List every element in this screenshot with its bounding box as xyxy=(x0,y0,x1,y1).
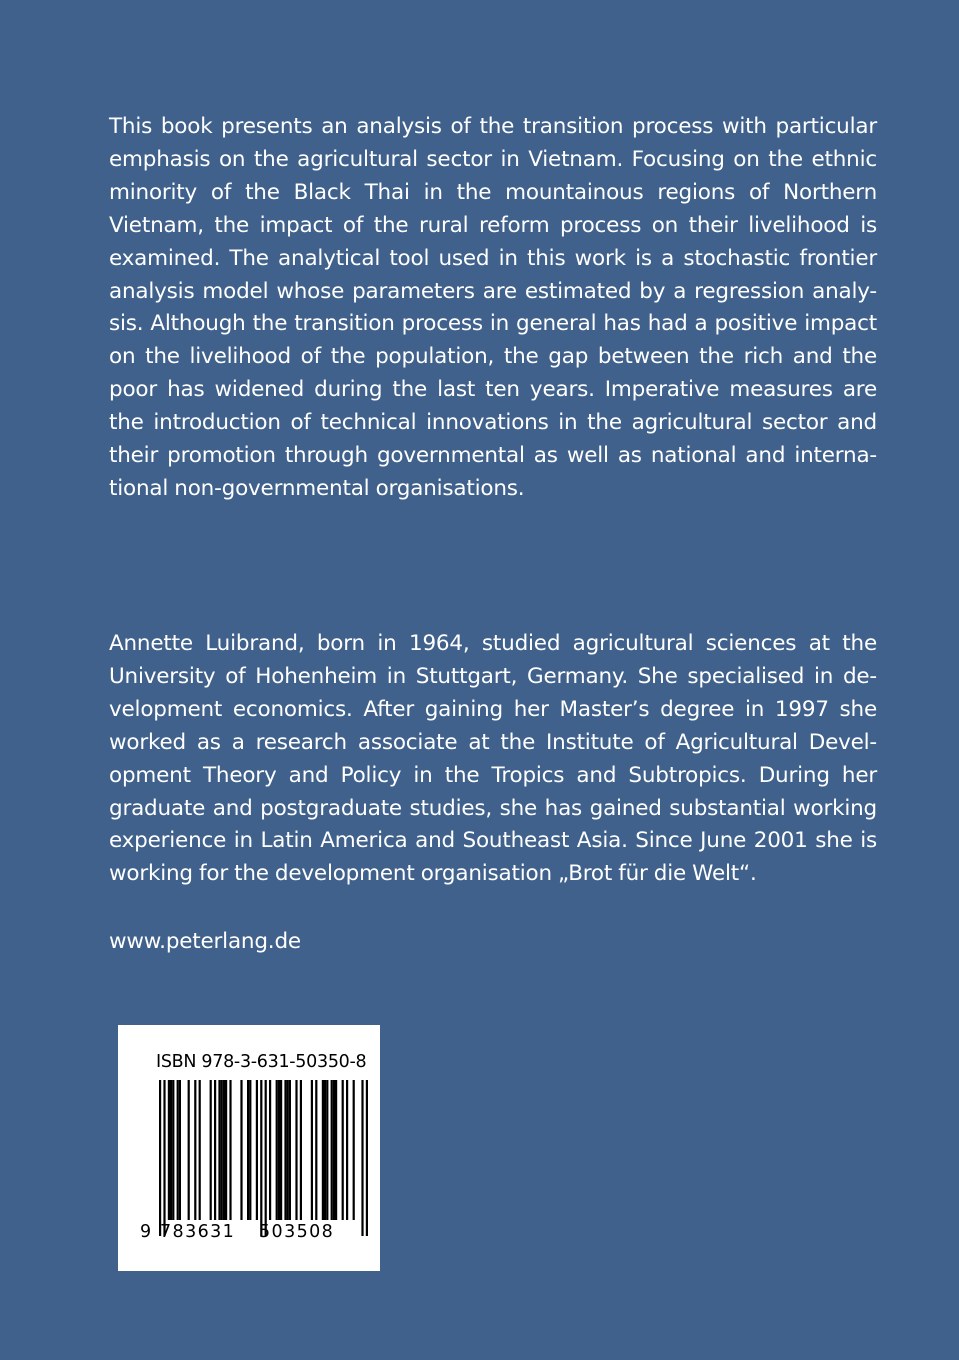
blurb-line: analysis model whose parameters are estimated by a regression analy- xyxy=(109,278,877,304)
barcode-bar xyxy=(249,1080,251,1220)
barcode-bar xyxy=(247,1080,249,1220)
barcode-bar xyxy=(194,1080,196,1220)
barcode-bar xyxy=(229,1080,231,1220)
barcode-bar xyxy=(300,1080,302,1220)
barcode-bar xyxy=(214,1080,216,1220)
author-bio xyxy=(109,628,877,891)
barcode-bar xyxy=(335,1080,337,1220)
barcode-bar xyxy=(177,1080,179,1220)
barcode-bar xyxy=(265,1080,267,1236)
barcode-bar xyxy=(284,1080,286,1220)
barcode-bar xyxy=(289,1080,291,1220)
bio-line: University of Hohenheim in Stuttgart, Germany. She specialised in de- xyxy=(109,663,877,689)
isbn-label: ISBN 978-3-631-50350-8 xyxy=(156,1052,367,1072)
barcode-icon xyxy=(138,1080,368,1242)
barcode-bar xyxy=(280,1080,282,1220)
blurb-line: emphasis on the agricultural sector in Vietnam. Focusing on the ethnic xyxy=(109,146,877,172)
barcode-bar xyxy=(172,1080,174,1220)
ean-digits xyxy=(138,1222,368,1246)
barcode-bar xyxy=(322,1080,324,1220)
blurb-line: This book presents an analysis of the transition process with particular xyxy=(109,114,877,139)
barcode-bar xyxy=(361,1080,363,1236)
blurb-line: tional non-governmental organisations. xyxy=(109,475,525,501)
ean-digit-group-left: 783631 xyxy=(160,1222,236,1242)
bio-line: velopment economics. After gaining her Master’s degree in 1997 she xyxy=(109,696,877,722)
barcode-bar xyxy=(210,1080,212,1220)
bio-line: worked as a research associate at the Institute of Agricultural Devel- xyxy=(109,729,877,755)
barcode-bar xyxy=(159,1080,161,1236)
barcode-bar xyxy=(240,1080,242,1220)
book-blurb xyxy=(109,111,877,506)
blurb-line: examined. The analytical tool used in this work is a stochastic frontier xyxy=(109,245,877,271)
barcode-bar xyxy=(221,1080,223,1220)
bio-line: opment Theory and Policy in the Tropics and Subtropics. During her xyxy=(109,762,877,788)
barcode-bar xyxy=(333,1080,335,1220)
bio-line: experience in Latin America and Southeast Asia. Since June 2001 she is xyxy=(109,828,877,854)
barcode-bar xyxy=(315,1080,317,1220)
barcode-bar xyxy=(331,1080,333,1220)
barcode-bar xyxy=(168,1080,170,1220)
barcode-bar xyxy=(346,1080,348,1220)
barcode-bar xyxy=(163,1080,165,1236)
barcode-bar xyxy=(179,1080,181,1220)
bio-line: working for the development organisation „Brot für die Welt“. xyxy=(109,861,757,887)
barcode-bar xyxy=(170,1080,172,1220)
barcode-bar xyxy=(199,1080,201,1220)
barcode-bar xyxy=(225,1080,227,1220)
ean-digit-group-right: 503508 xyxy=(259,1222,335,1242)
barcode-bar xyxy=(223,1080,225,1220)
blurb-line: on the livelihood of the population, the gap between the rich and the xyxy=(109,344,877,370)
bio-line: graduate and postgraduate studies, she has gained substantial working xyxy=(109,795,877,821)
isbn-barcode-panel xyxy=(118,1025,380,1271)
barcode-bar xyxy=(256,1080,258,1220)
ean-digit-lead: 9 xyxy=(140,1222,152,1242)
bio-line: Annette Luibrand, born in 1964, studied agricultural sciences at the xyxy=(109,631,877,656)
barcode-bar xyxy=(326,1080,328,1220)
blurb-line: minority of the Black Thai in the mountainous regions of Northern xyxy=(109,179,877,205)
publisher-website: www.peterlang.de xyxy=(109,929,301,954)
blurb-line: sis. Although the transition process in general has had a positive impact xyxy=(109,311,877,337)
barcode-bar xyxy=(366,1080,368,1236)
barcode-bar xyxy=(278,1080,280,1220)
barcode-bar xyxy=(218,1080,220,1220)
barcode-bar xyxy=(260,1080,262,1236)
barcode-bar xyxy=(276,1080,278,1220)
blurb-line: the introduction of technical innovations in the agricultural sector and xyxy=(109,410,877,436)
blurb-line: their promotion through governmental as well as national and interna- xyxy=(109,443,877,469)
barcode-bar xyxy=(188,1080,190,1220)
barcode-bar xyxy=(269,1080,271,1220)
barcode-bar xyxy=(342,1080,344,1220)
blurb-line: poor has widened during the last ten years. Imperative measures are xyxy=(109,377,877,403)
barcode-bar xyxy=(353,1080,355,1220)
barcode-bar xyxy=(324,1080,326,1220)
barcode-bar xyxy=(295,1080,297,1220)
blurb-line: Vietnam, the impact of the rural reform process on their livelihood is xyxy=(109,212,877,238)
barcode-bar xyxy=(287,1080,289,1220)
barcode-bar xyxy=(311,1080,313,1220)
